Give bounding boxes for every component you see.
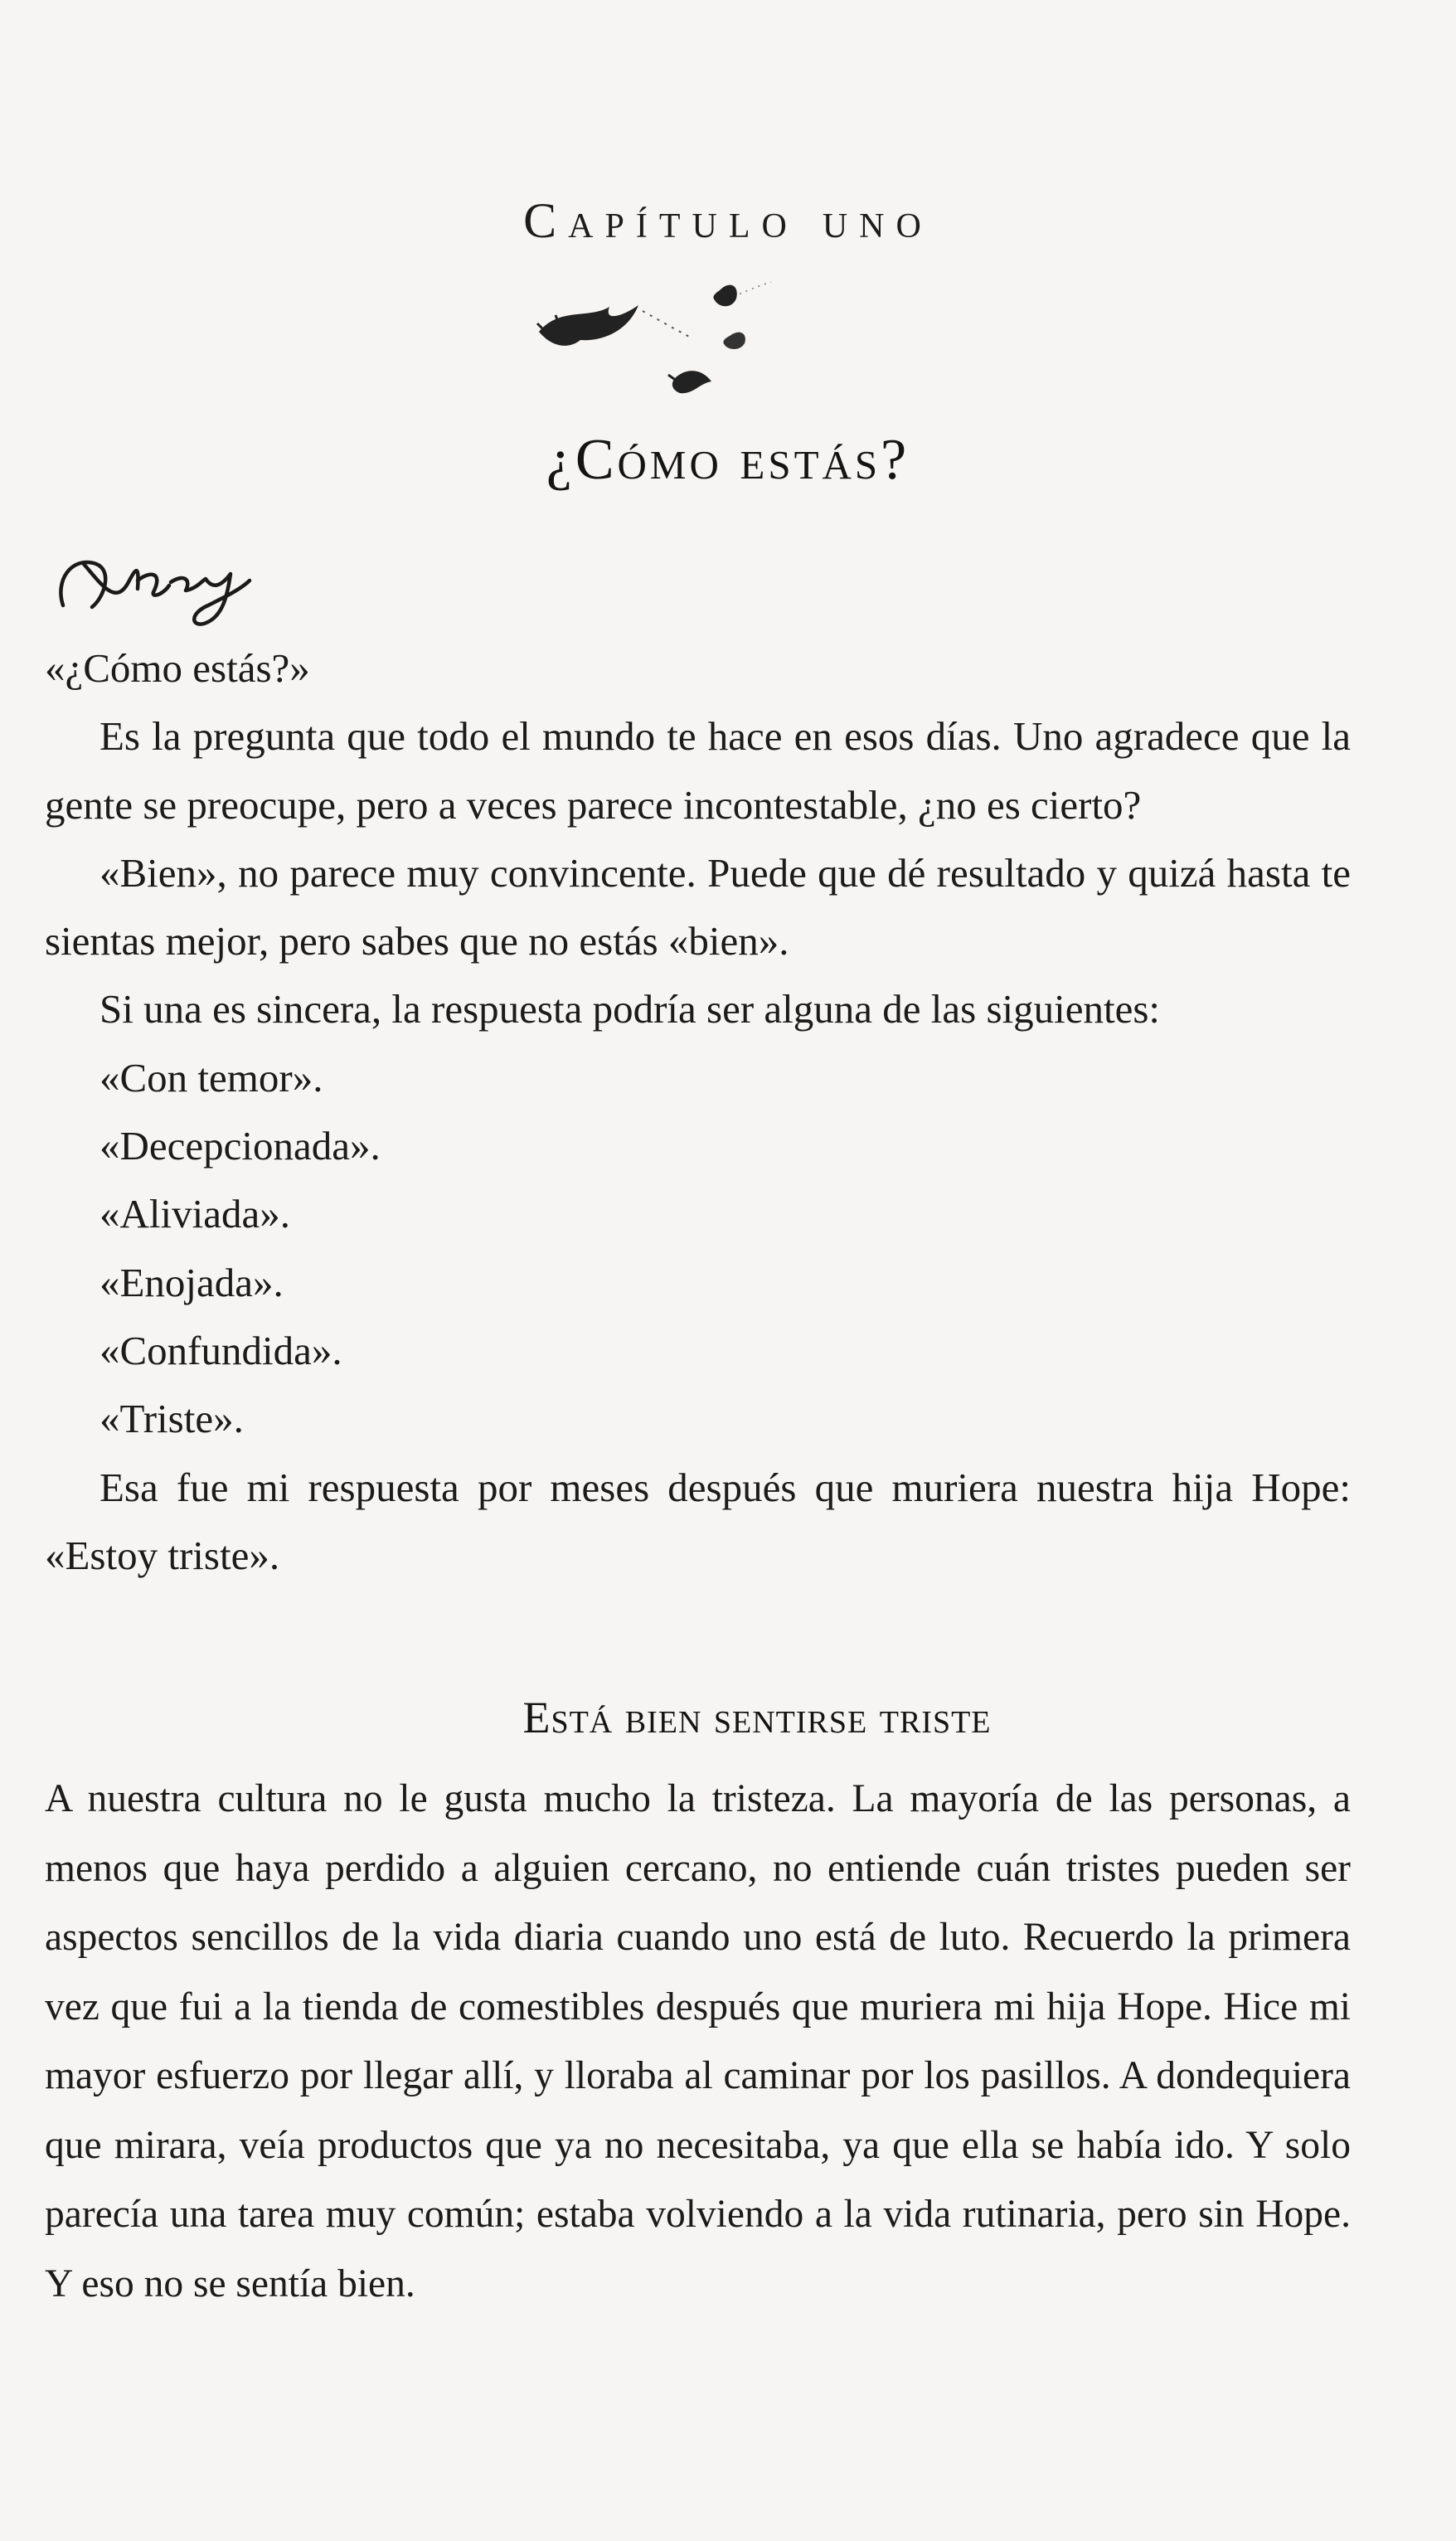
paragraph: A nuestra cultura no le gusta mucho la tristeza. La mayoría de las personas, a menos que haya perdido a alguien cercano, no entiende cuán tristes pueden ser aspectos sencillos de la vida diaria cuando uno está de luto. Recuerdo la primera vez que fui a la tienda de comestibles después que muriera mi hija Hope. Hice mi mayor esfuerzo por llegar allí, y lloraba al caminar por los pasillos. A dondequiera que mirara, veía productos que ya no necesitaba, ya que ella se había ido. Y solo parecía una tarea muy común; estaba volviendo a la vida rutinaria, pero sin Hope. Y eso no se sentía bien. [45,1777,1351,2305]
paragraph: «Con temor». [99,1054,323,1100]
section-heading: Está bien sentirse triste [522,1693,992,1742]
section-body [45,1765,1351,2319]
paragraph: Es la pregunta que todo el mundo te hace en esos días. Uno agradece que la gente se preocupe, pero a veces parece incontestable, ¿no es cierto? [45,713,1351,828]
paragraph: «¿Cómo estás?» [45,645,310,691]
paragraph: «Triste». [99,1396,244,1442]
paragraph: «Decepcionada». [99,1123,381,1169]
paragraph: Esa fue mi respuesta por meses después que muriera nuestra hija Hope: «Estoy triste». [45,1464,1351,1578]
paragraph: «Confundida». [99,1327,342,1373]
paragraph: «Aliviada». [99,1191,290,1237]
paragraph: «Bien», no parece muy convincente. Puede que dé resultado y quizá hasta te sientas mejor, pero sabes que no estás «bien». [45,849,1351,964]
leaves-ornament-icon [522,274,871,415]
chapter-body [45,634,1351,1590]
chapter-label: Capítulo uno [523,193,933,248]
chapter-title: ¿Cómo estás? [546,428,910,492]
paragraph: «Enojada». [99,1259,284,1305]
author-signature-nancy [46,531,262,630]
paragraph: Si una es sincera, la respuesta podría ser alguna de las siguientes: [99,986,1161,1032]
